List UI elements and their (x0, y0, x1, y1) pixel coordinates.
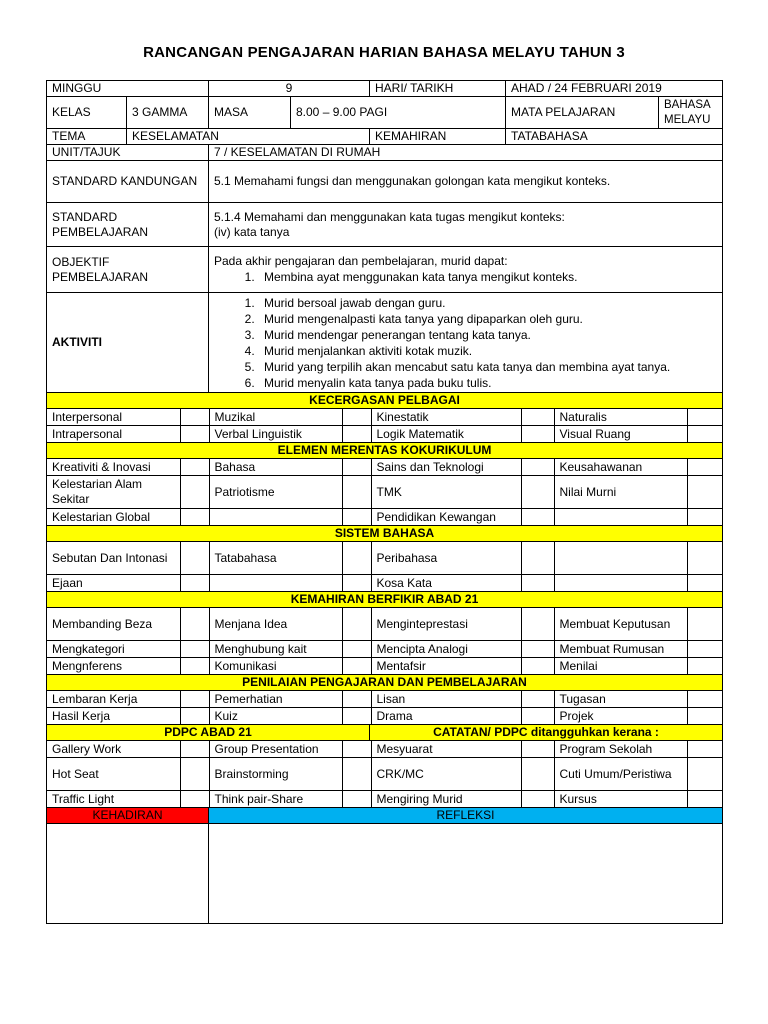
kecergasan-row (47, 409, 723, 426)
sections-body (47, 393, 723, 725)
pdpc-item-checkbox[interactable] (180, 741, 209, 757)
row-pdpc-header (47, 725, 723, 741)
kba-item-label: Menilai (554, 658, 687, 674)
aktiviti-item: 1. Murid bersoal jawab dengan guru. (258, 295, 717, 311)
emk-item-label: Kelestarian Alam Sekitar (47, 476, 180, 508)
kehadiran-header: KEHADIRAN (47, 808, 209, 824)
kecergasan-item-checkbox[interactable] (687, 426, 723, 442)
pdpc-row (47, 758, 723, 791)
emk-row (47, 476, 723, 509)
objektif-item: 1. Membina ayat menggunakan kata tanya mengikut konteks. (258, 269, 717, 285)
kelas-value: 3 GAMMA (127, 97, 209, 129)
kba-item-label: Membuat Keputusan (554, 608, 687, 640)
kba-item-checkbox[interactable] (180, 641, 209, 657)
sistem-row (47, 542, 723, 575)
sistem-row (47, 575, 723, 592)
row-tema (47, 129, 723, 145)
kba-item-label: Menginteprestasi (371, 608, 521, 640)
pdpc-item-checkbox[interactable] (342, 741, 371, 757)
penilaian-row (47, 708, 723, 725)
pdpc-item-checkbox[interactable] (687, 741, 723, 757)
page-title: RANCANGAN PENGAJARAN HARIAN BAHASA MELAYU TAHUN 3 (143, 44, 625, 61)
sistem-item-checkbox[interactable] (687, 575, 723, 591)
penilaian-item-checkbox[interactable] (687, 708, 723, 724)
row-objektif (47, 247, 723, 293)
row-footer-header (47, 808, 723, 824)
emk-item-label (554, 509, 687, 525)
kba-item-label: Membanding Beza (47, 608, 180, 640)
emk-item-label: Kelestarian Global (47, 509, 180, 525)
penilaian-item-label: Hasil Kerja (47, 708, 180, 724)
emk-item-label: Keusahawanan (554, 459, 687, 475)
emk-item-checkbox[interactable] (521, 476, 554, 508)
kba-item-checkbox[interactable] (342, 658, 371, 674)
kba-item-checkbox[interactable] (687, 641, 723, 657)
penilaian-item-label: Lembaran Kerja (47, 691, 180, 707)
unit-label: UNIT/TAJUK (47, 145, 209, 161)
kecergasan-item-label: Verbal Linguistik (209, 426, 342, 442)
kba-item-checkbox[interactable] (687, 658, 723, 674)
emk-item-label (209, 509, 342, 525)
row-footer-body (47, 824, 723, 924)
kba-item-checkbox[interactable] (521, 608, 554, 640)
kecergasan-header: KECERGASAN PELBAGAI (47, 393, 723, 409)
emk-item-checkbox[interactable] (180, 476, 209, 508)
pdpc-item-checkbox[interactable] (521, 791, 554, 807)
sistem-item-label: Sebutan Dan Intonasi (47, 542, 180, 574)
kecergasan-item-label: Muzikal (209, 409, 342, 425)
sistem-header: SISTEM BAHASA (47, 526, 723, 542)
emk-item-label: Bahasa (209, 459, 342, 475)
pdpc-item-checkbox[interactable] (342, 791, 371, 807)
tema-value: KESELAMATAN (127, 129, 370, 145)
sistem-item-label: Kosa Kata (371, 575, 521, 591)
row-kelas (47, 97, 723, 129)
sistem-item-label (209, 575, 342, 591)
objektif-list (214, 269, 717, 285)
emk-item-label: TMK (371, 476, 521, 508)
kelas-label: KELAS (47, 97, 127, 129)
pdpc-item-label: Think pair-Share (209, 791, 342, 807)
sistem-item-label: Ejaan (47, 575, 180, 591)
emk-item-checkbox[interactable] (687, 509, 723, 525)
emk-item-checkbox[interactable] (687, 476, 723, 508)
sistem-header-row (47, 526, 723, 542)
pdpc-item-checkbox[interactable] (180, 791, 209, 807)
emk-item-checkbox[interactable] (687, 459, 723, 475)
kba-item-checkbox[interactable] (180, 658, 209, 674)
emk-row (47, 459, 723, 476)
kba-header-row (47, 592, 723, 608)
penilaian-item-label: Projek (554, 708, 687, 724)
sistem-item-checkbox[interactable] (342, 575, 371, 591)
masa-value: 8.00 – 9.00 PAGI (291, 97, 506, 129)
pdpc-item-label: Mesyuarat (371, 741, 521, 757)
pdpc-body (47, 741, 723, 808)
emk-row (47, 509, 723, 526)
kba-item-label: Membuat Rumusan (554, 641, 687, 657)
kba-item-label: Komunikasi (209, 658, 342, 674)
minggu-value: 9 (209, 81, 370, 97)
kba-item-label: Mengnferens (47, 658, 180, 674)
sistem-item-label (554, 542, 687, 574)
refleksi-header: REFLEKSI (209, 808, 723, 824)
penilaian-item-checkbox[interactable] (521, 708, 554, 724)
unit-value: 7 / KESELAMATAN DI RUMAH (209, 145, 723, 161)
emk-item-label: Kreativiti & Inovasi (47, 459, 180, 475)
penilaian-item-label: Tugasan (554, 691, 687, 707)
emk-item-checkbox[interactable] (342, 509, 371, 525)
emk-item-label: Sains dan Teknologi (371, 459, 521, 475)
sistem-item-checkbox[interactable] (180, 575, 209, 591)
aktiviti-list (214, 295, 717, 391)
aktiviti-item: 4. Murid menjalankan aktiviti kotak muzik. (258, 343, 717, 359)
pdpc-item-label: Program Sekolah (554, 741, 687, 757)
emk-item-label: Patriotisme (209, 476, 342, 508)
sp-value-line-1: 5.1.4 Memahami dan menggunakan kata tugas mengikut konteks: (214, 209, 565, 224)
emk-item-checkbox[interactable] (521, 509, 554, 525)
emk-header: ELEMEN MERENTAS KOKURIKULUM (47, 443, 723, 459)
kba-header: KEMAHIRAN BERFIKIR ABAD 21 (47, 592, 723, 608)
emk-header-row (47, 443, 723, 459)
row-standard-kandungan (47, 161, 723, 203)
pdpc-item-label: CRK/MC (371, 758, 521, 790)
penilaian-item-checkbox[interactable] (180, 691, 209, 707)
aktiviti-value (209, 293, 723, 393)
kba-item-label: Mentafsir (371, 658, 521, 674)
kemahiran-value: TATABAHASA (506, 129, 723, 145)
refleksi-box[interactable] (209, 824, 723, 924)
kba-item-checkbox[interactable] (342, 641, 371, 657)
aktiviti-item: 5. Murid yang terpilih akan mencabut satu kata tanya dan membina ayat tanya. (258, 359, 717, 375)
kecergasan-item-checkbox[interactable] (342, 426, 371, 442)
sistem-item-checkbox[interactable] (521, 542, 554, 574)
row-unit (47, 145, 723, 161)
aktiviti-item: 6. Murid menyalin kata tanya pada buku tulis. (258, 375, 717, 391)
objektif-intro: Pada akhir pengajaran dan pembelajaran, murid dapat: (214, 254, 508, 268)
pdpc-item-label: Group Presentation (209, 741, 342, 757)
penilaian-item-label: Lisan (371, 691, 521, 707)
lesson-plan-table (46, 80, 723, 924)
sistem-item-checkbox[interactable] (180, 542, 209, 574)
emk-item-checkbox[interactable] (180, 459, 209, 475)
kba-row (47, 608, 723, 641)
kemahiran-label: KEMAHIRAN (370, 129, 506, 145)
pdpc-row (47, 791, 723, 808)
penilaian-item-checkbox[interactable] (342, 691, 371, 707)
penilaian-item-checkbox[interactable] (180, 708, 209, 724)
kecergasan-item-label: Visual Ruang (554, 426, 687, 442)
penilaian-item-label: Drama (371, 708, 521, 724)
pdpc-header: PDPC ABAD 21 (47, 725, 370, 741)
penilaian-item-label: Kuiz (209, 708, 342, 724)
kecergasan-row (47, 426, 723, 443)
kba-row (47, 641, 723, 658)
sistem-item-checkbox[interactable] (342, 542, 371, 574)
kba-item-checkbox[interactable] (342, 608, 371, 640)
kba-row (47, 658, 723, 675)
mapel-label: MATA PELAJARAN (506, 97, 659, 129)
hari-value: AHAD / 24 FEBRUARI 2019 (506, 81, 723, 97)
kecergasan-item-checkbox[interactable] (180, 426, 209, 442)
pdpc-item-checkbox[interactable] (521, 758, 554, 790)
sk-value: 5.1 Memahami fungsi dan menggunakan golongan kata mengikut konteks. (209, 161, 723, 203)
pdpc-item-label: Brainstorming (209, 758, 342, 790)
penilaian-header-row (47, 675, 723, 691)
masa-label: MASA (209, 97, 291, 129)
kecergasan-item-label: Kinestatik (371, 409, 521, 425)
emk-item-label: Pendidikan Kewangan (371, 509, 521, 525)
kba-item-label: Menghubung kait (209, 641, 342, 657)
pdpc-item-checkbox[interactable] (687, 791, 723, 807)
sistem-item-checkbox[interactable] (521, 575, 554, 591)
pdpc-item-label: Gallery Work (47, 741, 180, 757)
catatan-header: CATATAN/ PDPC ditangguhkan kerana : (370, 725, 723, 741)
objektif-label: OBJEKTIF PEMBELAJARAN (47, 247, 209, 293)
kecergasan-item-label: Interpersonal (47, 409, 180, 425)
penilaian-item-label: Pemerhatian (209, 691, 342, 707)
row-standard-pembelajaran (47, 203, 723, 247)
sistem-item-label: Tatabahasa (209, 542, 342, 574)
tema-label: TEMA (47, 129, 127, 145)
mapel-value: BAHASA MELAYU (659, 97, 723, 129)
pdpc-item-label: Traffic Light (47, 791, 180, 807)
emk-item-checkbox[interactable] (342, 476, 371, 508)
pdpc-item-checkbox[interactable] (180, 758, 209, 790)
aktiviti-item: 3. Murid mendengar penerangan tentang kata tanya. (258, 327, 717, 343)
kecergasan-item-checkbox[interactable] (342, 409, 371, 425)
kecergasan-item-checkbox[interactable] (180, 409, 209, 425)
kba-item-checkbox[interactable] (521, 658, 554, 674)
kehadiran-box[interactable] (47, 824, 209, 924)
emk-item-checkbox[interactable] (180, 509, 209, 525)
pdpc-item-label: Cuti Umum/Peristiwa (554, 758, 687, 790)
kecergasan-item-checkbox[interactable] (521, 426, 554, 442)
sistem-item-label: Peribahasa (371, 542, 521, 574)
pdpc-row (47, 741, 723, 758)
minggu-label: MINGGU (47, 81, 209, 97)
row-aktiviti (47, 293, 723, 393)
sk-label: STANDARD KANDUNGAN (47, 161, 209, 203)
pdpc-item-label: Kursus (554, 791, 687, 807)
kecergasan-item-label: Logik Matematik (371, 426, 521, 442)
sistem-item-label (554, 575, 687, 591)
penilaian-row (47, 691, 723, 708)
objektif-value (209, 247, 723, 293)
sp-value-line-2: (iv) kata tanya (214, 224, 290, 239)
kecergasan-item-checkbox[interactable] (687, 409, 723, 425)
kba-item-checkbox[interactable] (521, 641, 554, 657)
kecergasan-item-checkbox[interactable] (521, 409, 554, 425)
kba-item-label: Mengkategori (47, 641, 180, 657)
emk-item-label: Nilai Murni (554, 476, 687, 508)
kba-item-checkbox[interactable] (687, 608, 723, 640)
kba-item-checkbox[interactable] (180, 608, 209, 640)
pdpc-item-label: Hot Seat (47, 758, 180, 790)
sp-label: STANDARD PEMBELAJARAN (47, 203, 209, 247)
penilaian-item-checkbox[interactable] (342, 708, 371, 724)
sp-value (209, 203, 723, 247)
penilaian-item-checkbox[interactable] (521, 691, 554, 707)
kba-item-label: Menjana Idea (209, 608, 342, 640)
kecergasan-header-row (47, 393, 723, 409)
penilaian-header: PENILAIAN PENGAJARAN DAN PEMBELAJARAN (47, 675, 723, 691)
pdpc-item-label: Mengiring Murid (371, 791, 521, 807)
hari-label: HARI/ TARIKH (370, 81, 506, 97)
pdpc-item-checkbox[interactable] (687, 758, 723, 790)
aktiviti-label: AKTIVITI (47, 293, 209, 393)
pdpc-item-checkbox[interactable] (342, 758, 371, 790)
kecergasan-item-label: Naturalis (554, 409, 687, 425)
aktiviti-item: 2. Murid mengenalpasti kata tanya yang dipaparkan oleh guru. (258, 311, 717, 327)
kba-item-label: Mencipta Analogi (371, 641, 521, 657)
kecergasan-item-label: Intrapersonal (47, 426, 180, 442)
pdpc-item-checkbox[interactable] (521, 741, 554, 757)
emk-item-checkbox[interactable] (342, 459, 371, 475)
emk-item-checkbox[interactable] (521, 459, 554, 475)
penilaian-item-checkbox[interactable] (687, 691, 723, 707)
row-minggu (47, 81, 723, 97)
sistem-item-checkbox[interactable] (687, 542, 723, 574)
